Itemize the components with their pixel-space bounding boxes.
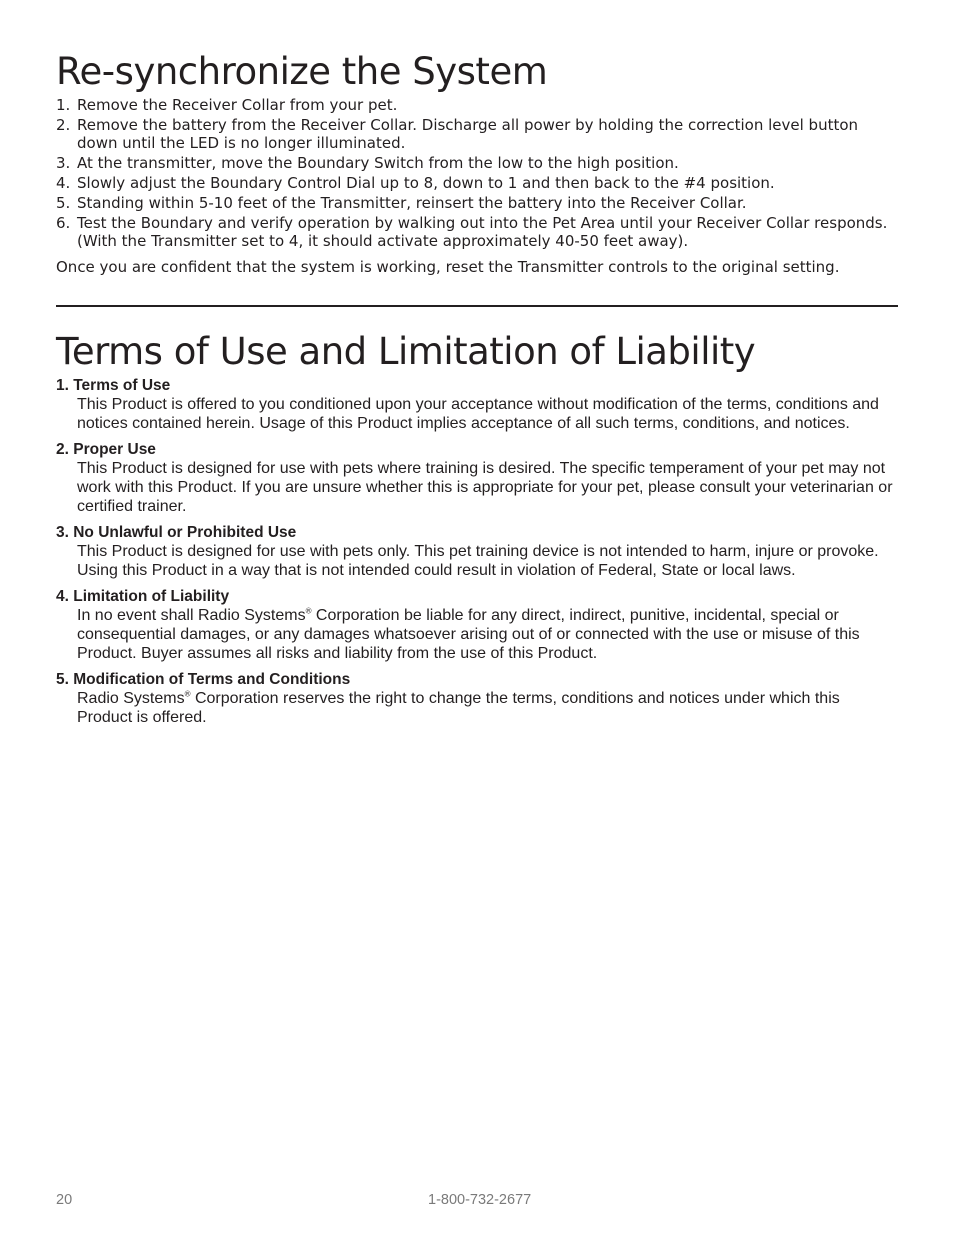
step-text: At the transmitter, move the Boundary Switch from the low to the high position. xyxy=(77,154,679,172)
term-body-rest: Corporation reserves the right to change the terms, conditions and notices under which this Product is offered. xyxy=(77,690,840,726)
term-title: 2. Proper Use xyxy=(56,441,156,458)
step-number: 2. xyxy=(56,116,71,134)
term-item xyxy=(56,523,898,580)
step-text: Standing within 5-10 feet of the Transmitter, reinsert the battery into the Receiver Collar. xyxy=(77,194,747,212)
step-number: 5. xyxy=(56,194,71,212)
term-item xyxy=(56,440,898,516)
term-body-rest: Corporation be liable for any direct, indirect, punitive, incidental, special or consequential damages, or any damages whatsoever arising out of or connected with the use or misuse of this Product. Buyer assumes all risks and liability from the use of this Product. xyxy=(77,607,860,662)
step-text: Remove the Receiver Collar from your pet. xyxy=(77,96,398,114)
step-text: Slowly adjust the Boundary Control Dial up to 8, down to 1 and then back to the #4 position. xyxy=(77,174,775,192)
step-text: Test the Boundary and verify operation by walking out into the Pet Area until your Receiver Collar responds. (With the Transmitter set to 4, it should activate approximately 40-50 feet away). xyxy=(77,214,888,250)
list-item xyxy=(56,194,898,212)
step-number: 4. xyxy=(56,174,71,192)
registered-mark: ® xyxy=(305,606,312,616)
list-item xyxy=(56,116,898,152)
resync-heading: Re-synchronize the System xyxy=(56,50,548,93)
resync-closing-text: Once you are confident that the system is working, reset the Transmitter controls to the original setting. xyxy=(56,258,840,276)
list-item xyxy=(56,214,898,250)
list-item xyxy=(56,96,898,114)
term-body: This Product is designed for use with pets only. This pet training device is not intended to harm, injure or provoke. Using this Product in a way that is not intended could result in violation of Federal, State or local laws. xyxy=(77,543,879,579)
term-body xyxy=(56,689,898,727)
term-title: 3. No Unlawful or Prohibited Use xyxy=(56,524,297,541)
term-body: This Product is designed for use with pets where training is desired. The specific temperament of your pet may not work with this Product. If you are unsure whether this is appropriate for your pet, please consult your veterinarian or certified trainer. xyxy=(77,460,893,515)
term-body-start: In no event shall Radio Systems xyxy=(77,607,306,624)
term-title: 4. Limitation of Liability xyxy=(56,588,230,605)
registered-mark: ® xyxy=(184,689,191,699)
term-body xyxy=(56,606,898,663)
terms-heading: Terms of Use and Limitation of Liability xyxy=(56,330,756,373)
term-item xyxy=(56,376,898,433)
term-body-start: Radio Systems xyxy=(77,690,185,707)
section-divider xyxy=(56,305,898,307)
term-title: 1. Terms of Use xyxy=(56,377,171,394)
term-item xyxy=(56,670,898,727)
term-item xyxy=(56,587,898,663)
step-number: 6. xyxy=(56,214,71,232)
term-title: 5. Modification of Terms and Conditions xyxy=(56,671,351,688)
term-body: This Product is offered to you conditioned upon your acceptance without modification of the terms, conditions and notices contained herein. Usage of this Product implies acceptance of all such terms, conditions, and notices. xyxy=(77,396,879,432)
page-number: 20 xyxy=(56,1192,73,1208)
step-text: Remove the battery from the Receiver Collar. Discharge all power by holding the correction level button down until the LED is no longer illuminated. xyxy=(77,116,859,152)
step-number: 3. xyxy=(56,154,71,172)
resync-steps-list xyxy=(56,96,898,252)
terms-list xyxy=(56,376,898,734)
list-item xyxy=(56,154,898,172)
step-number: 1. xyxy=(56,96,71,114)
list-item xyxy=(56,174,898,192)
phone-number: 1-800-732-2677 xyxy=(428,1192,532,1208)
